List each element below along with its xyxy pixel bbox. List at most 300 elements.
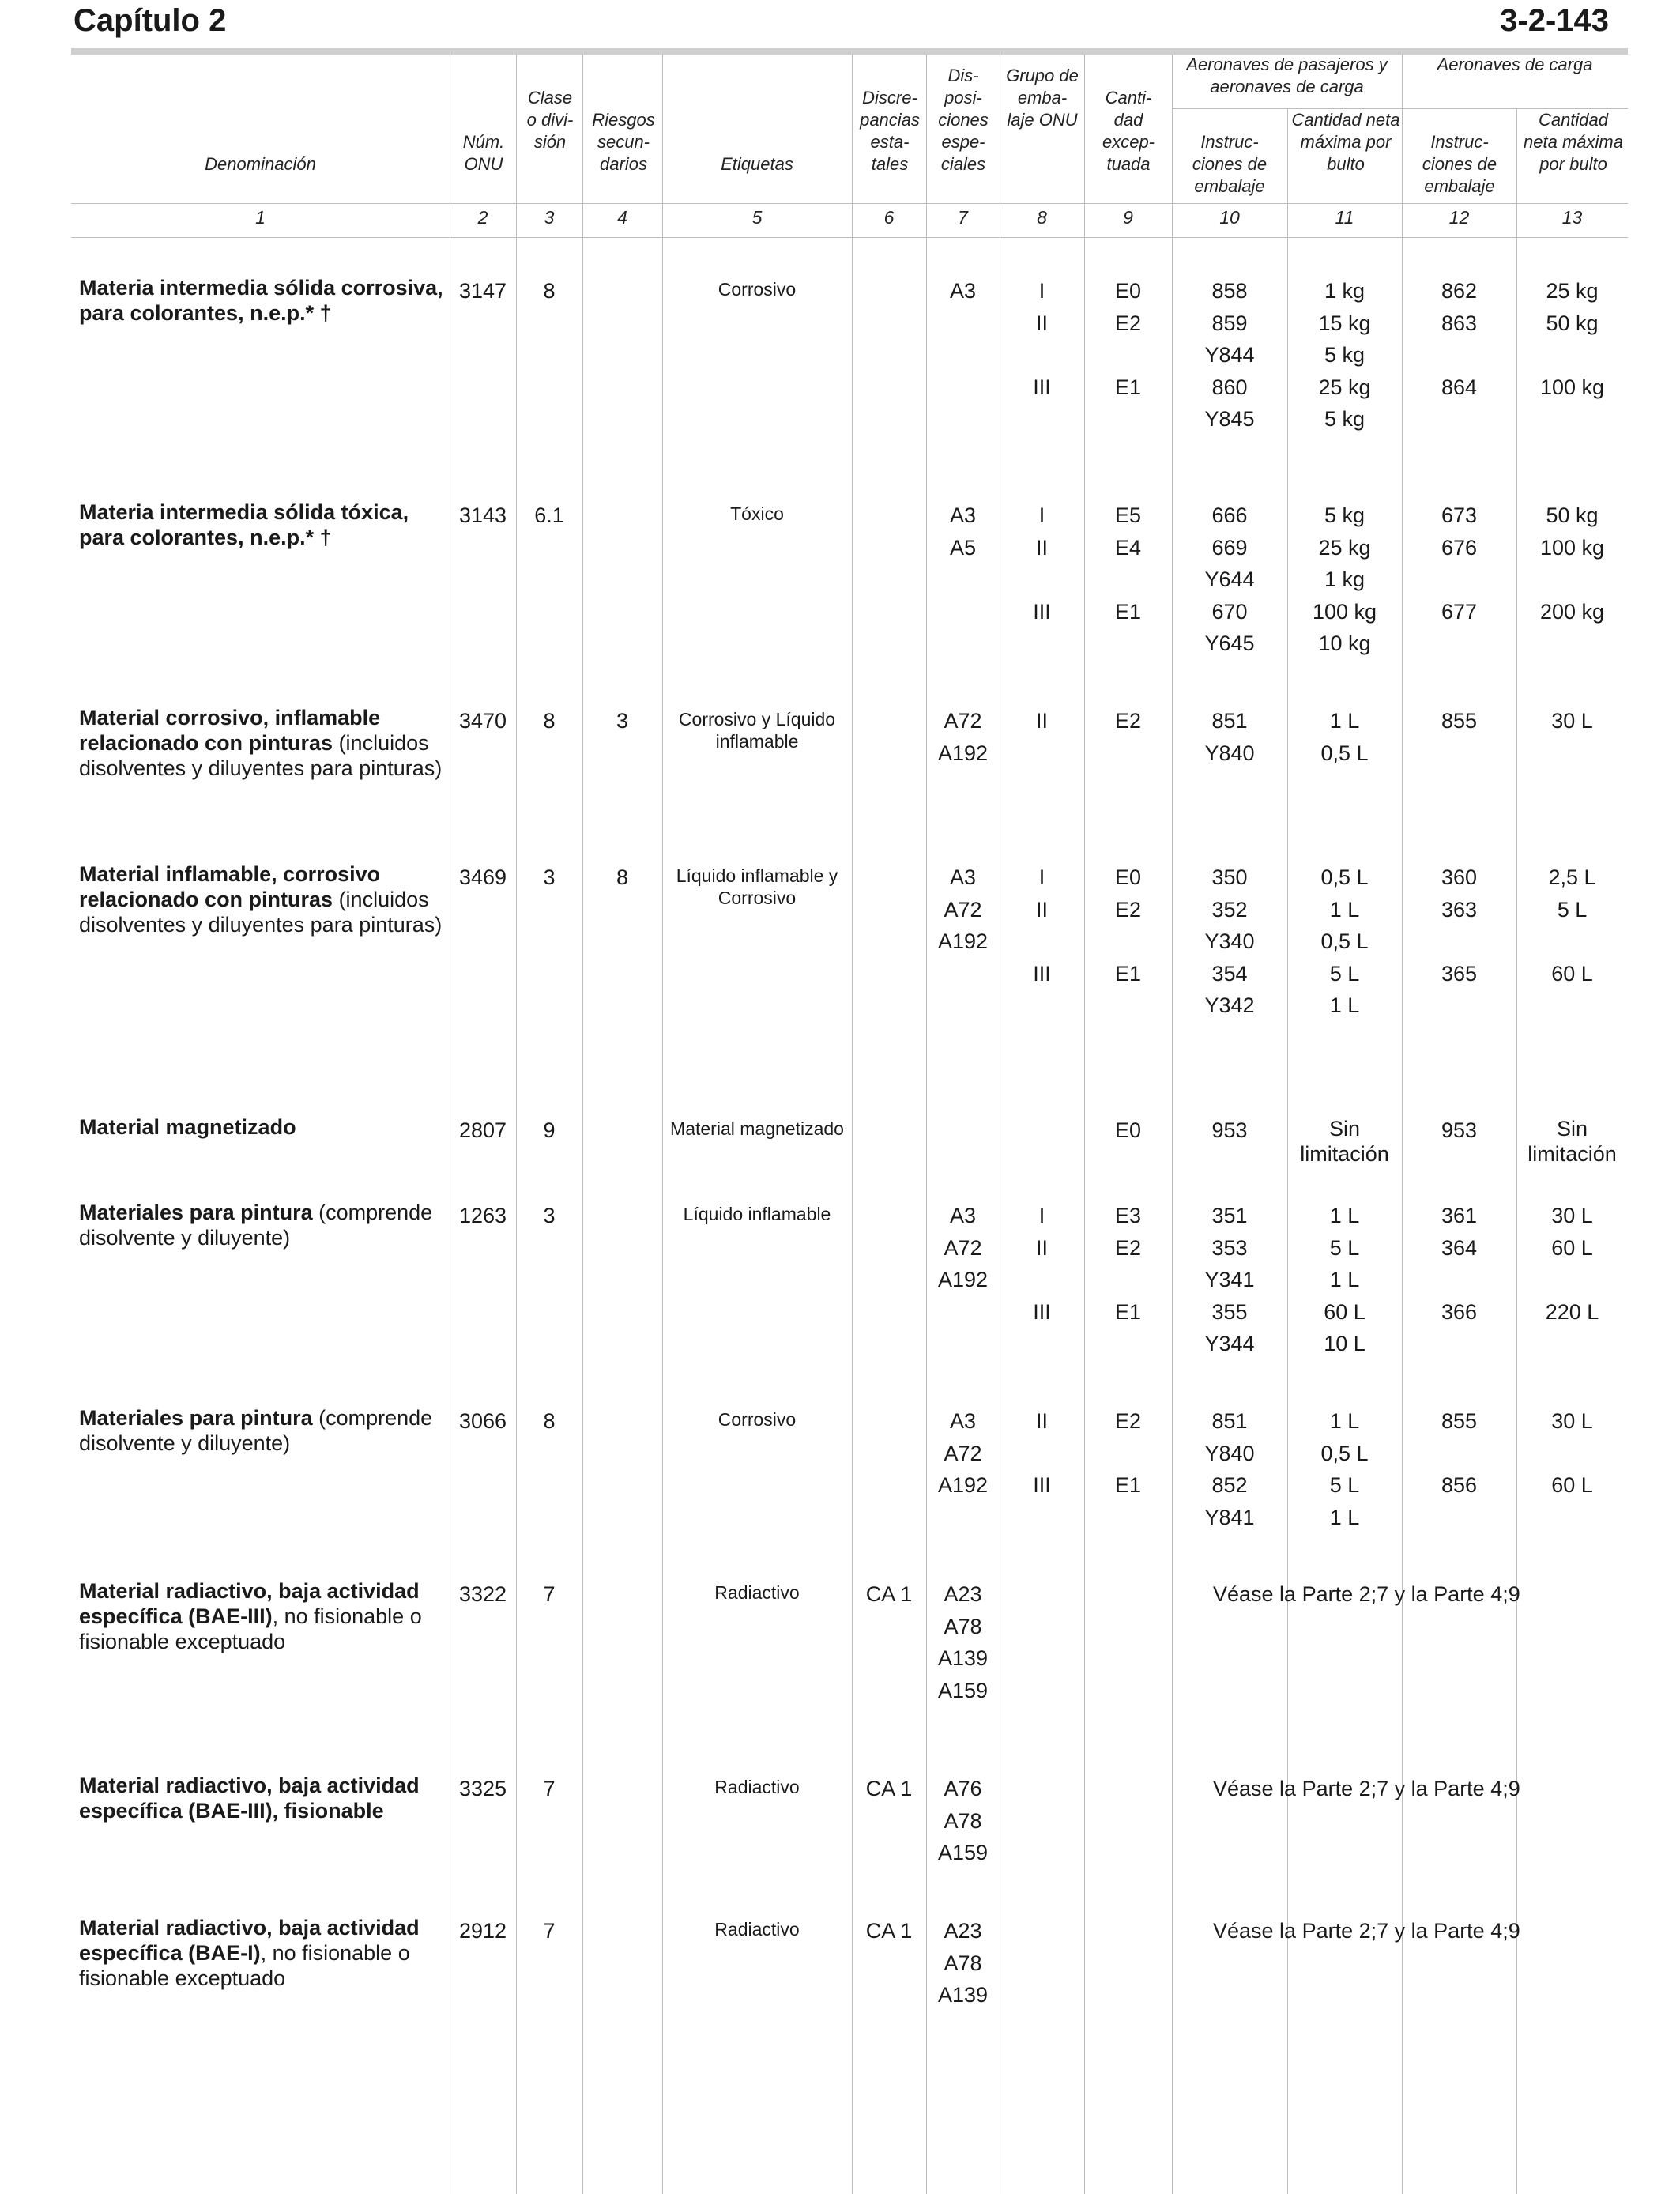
excepted-quantity: E2 — [1114, 1409, 1142, 1433]
special-provision: A78 — [944, 1951, 982, 1975]
max-quantity-passenger: 1 L — [1329, 993, 1360, 1017]
max-quantity-cargo-cell — [1516, 499, 1628, 628]
substance-name-bold: Material radiactivo, baja actividad específica (BAE-I) — [79, 1916, 420, 1965]
max-quantity-cargo-cell — [1516, 1114, 1628, 1167]
max-quantity-cargo: 100 kg — [1539, 535, 1605, 560]
substance-name — [79, 1405, 446, 1456]
packing-instruction-passenger: 953 — [1211, 1118, 1248, 1142]
header-etiquetas: Etiquetas — [721, 154, 793, 174]
column-number: 3 — [544, 207, 555, 228]
state-variation: CA 1 — [865, 1777, 913, 1800]
max-quantity-passenger: Sin limitación — [1300, 1117, 1389, 1166]
state-variation: CA 1 — [865, 1919, 913, 1943]
hazard-class: 3 — [543, 1204, 556, 1227]
label-cell: Radiactivo — [714, 1919, 800, 1940]
header-disposiciones: Dis- posi- ciones espe- ciales — [938, 66, 989, 174]
special-provision: A3 — [949, 1409, 977, 1433]
packing-group: II — [1035, 897, 1048, 922]
packing-instruction-passenger: Y342 — [1204, 993, 1255, 1017]
special-provision: A192 — [937, 929, 989, 953]
special-provision: A3 — [949, 503, 977, 527]
excepted-quantity-cell — [1084, 1405, 1172, 1502]
hazard-class: 7 — [543, 1582, 556, 1606]
substance-name-bold: Material radiactivo, baja actividad específica (BAE-III), fisionable — [79, 1774, 420, 1823]
packing-instruction-cargo: 855 — [1441, 709, 1478, 733]
packing-instruction-passenger: 858 — [1211, 279, 1248, 303]
max-quantity-passenger: 0,5 L — [1320, 929, 1369, 953]
max-quantity-cargo-cell — [1516, 1200, 1628, 1328]
packing-instruction-passenger-cell — [1172, 1200, 1287, 1360]
label-cell: Radiactivo — [714, 1582, 800, 1603]
max-quantity-cargo: 60 L — [1551, 1235, 1593, 1260]
packing-instruction-passenger: 851 — [1211, 709, 1248, 733]
max-quantity-passenger: 0,5 L — [1320, 865, 1369, 889]
un-number: 1263 — [458, 1204, 507, 1227]
special-provision: A139 — [937, 1983, 989, 2007]
substance-name-bold: Materiales para pintura — [79, 1406, 313, 1430]
column-number: 7 — [958, 207, 968, 228]
packing-instruction-passenger: Y840 — [1204, 741, 1255, 765]
packing-instruction-cargo-cell — [1402, 1200, 1516, 1328]
substance-name-bold: Material inflamable, corrosivo relacionado con pinturas — [79, 862, 381, 911]
special-provision: A23 — [944, 1582, 982, 1606]
max-quantity-passenger: 5 kg — [1324, 407, 1365, 431]
excepted-quantity-cell — [1084, 1114, 1172, 1147]
excepted-quantity — [1084, 339, 1172, 371]
packing-group: II — [1035, 1235, 1048, 1260]
packing-instruction-cargo: 677 — [1441, 599, 1478, 624]
excepted-quantity: E0 — [1114, 1118, 1142, 1142]
substance-name — [79, 1773, 446, 1823]
special-provision-cell — [926, 499, 1000, 564]
packing-group: I — [1038, 279, 1045, 303]
column-divider — [852, 55, 853, 2194]
column-divider — [926, 55, 927, 2194]
substance-name — [79, 499, 446, 550]
column-numbers-rule — [71, 237, 1628, 238]
header-cantidad: Canti- dad excep- tuada — [1102, 88, 1155, 174]
excepted-quantity: E2 — [1114, 709, 1142, 733]
header-cantidad-carga: Cantidad neta máxima por bulto — [1524, 110, 1623, 174]
see-reference: Véase la Parte 2;7 y la Parte 4;9 — [1213, 1582, 1520, 1606]
max-quantity-cargo — [1516, 1264, 1628, 1296]
column-number: 8 — [1037, 207, 1047, 228]
column-number: 5 — [751, 207, 763, 228]
label-cell: Corrosivo y Líquido inflamable — [678, 709, 836, 752]
max-quantity-passenger: 1 L — [1329, 1409, 1360, 1433]
packing-group-cell — [1000, 499, 1084, 628]
max-quantity-passenger: 5 L — [1329, 961, 1360, 986]
excepted-quantity: E0 — [1114, 279, 1142, 303]
packing-group: I — [1038, 1204, 1045, 1227]
packing-group-cell — [1000, 705, 1084, 737]
header-rule-bottom — [71, 203, 1628, 204]
secondary-risk: 8 — [616, 865, 629, 889]
packing-instruction-passenger-cell — [1172, 861, 1287, 1022]
substance-name-detail: , no fisionable o fisionable exceptuado — [79, 1941, 410, 1990]
packing-group-cell — [1000, 275, 1084, 403]
packing-instruction-passenger: Y341 — [1204, 1268, 1255, 1291]
packing-instruction-passenger: Y841 — [1204, 1505, 1255, 1529]
packing-instruction-cargo: 364 — [1441, 1235, 1478, 1260]
excepted-quantity: E0 — [1114, 865, 1142, 889]
excepted-quantity: E4 — [1114, 535, 1142, 560]
special-provision-cell — [926, 275, 1000, 307]
packing-instruction-cargo: 855 — [1441, 1409, 1478, 1433]
label-cell: Corrosivo — [718, 1409, 797, 1430]
column-number: 9 — [1123, 207, 1133, 228]
max-quantity-cargo: 200 kg — [1539, 599, 1605, 624]
excepted-quantity: E1 — [1114, 961, 1142, 986]
max-quantity-cargo: 50 kg — [1546, 311, 1599, 335]
packing-instruction-cargo: 864 — [1441, 375, 1478, 399]
max-quantity-passenger: 1 L — [1329, 897, 1360, 922]
max-quantity-cargo — [1516, 564, 1628, 596]
max-quantity-passenger-cell — [1287, 499, 1402, 660]
max-quantity-cargo: 60 L — [1551, 961, 1593, 986]
special-provision: A3 — [949, 279, 977, 303]
column-number: 10 — [1219, 207, 1240, 228]
max-quantity-cargo: 5 L — [1557, 897, 1588, 922]
substance-name-bold: Material corrosivo, inflamable relacionado con pinturas — [79, 706, 381, 755]
special-provision: A76 — [944, 1777, 982, 1800]
packing-instruction-passenger: 669 — [1211, 535, 1248, 560]
packing-instruction-cargo: 366 — [1441, 1299, 1478, 1324]
packing-instruction-passenger: Y340 — [1204, 929, 1255, 953]
substance-name — [79, 1915, 446, 1991]
packing-instruction-cargo-cell — [1402, 861, 1516, 990]
special-provision: A72 — [944, 1441, 982, 1465]
packing-group: II — [1035, 311, 1048, 335]
packing-instruction-cargo: 363 — [1441, 897, 1478, 922]
packing-instruction-passenger-cell — [1172, 499, 1287, 660]
max-quantity-cargo-cell — [1516, 275, 1628, 403]
max-quantity-cargo: 30 L — [1551, 1204, 1593, 1227]
max-quantity-cargo-cell — [1516, 1405, 1628, 1502]
packing-instruction-cargo-cell — [1402, 275, 1516, 403]
substance-name-detail: (incluidos disolventes y diluyentes para pinturas) — [79, 888, 443, 937]
header-denominacion: Denominación — [205, 154, 316, 174]
packing-instruction-passenger: Y840 — [1204, 1441, 1255, 1465]
column-number: 13 — [1561, 207, 1583, 228]
special-provision-cell — [926, 1915, 1000, 2011]
special-provision-cell — [926, 1773, 1000, 1869]
packing-instruction-passenger: 352 — [1211, 897, 1248, 922]
un-number: 3325 — [458, 1777, 507, 1800]
un-number: 3322 — [458, 1582, 507, 1606]
packing-instruction-passenger: 859 — [1211, 311, 1248, 335]
hazard-class: 9 — [543, 1118, 556, 1142]
label-cell: Líquido inflamable — [683, 1204, 831, 1224]
header-instrucciones-pasajeros: Instruc- ciones de embalaje — [1192, 132, 1268, 196]
special-provision-cell — [926, 1200, 1000, 1296]
packing-group: II — [1035, 1409, 1048, 1433]
special-provision: A192 — [937, 1473, 989, 1497]
excepted-quantity-cell — [1084, 275, 1172, 403]
packing-group — [1000, 925, 1084, 958]
max-quantity-cargo — [1516, 339, 1628, 371]
max-quantity-passenger: 5 kg — [1324, 343, 1365, 367]
packing-instruction-passenger: Y844 — [1204, 343, 1255, 367]
packing-instruction-cargo: 676 — [1441, 535, 1478, 560]
column-divider — [582, 55, 583, 2194]
state-variation: CA 1 — [865, 1582, 913, 1606]
excepted-quantity: E2 — [1114, 897, 1142, 922]
substance-name-bold: Material magnetizado — [79, 1115, 296, 1139]
substance-name-detail: (incluidos disolventes y diluyentes para pinturas) — [79, 731, 443, 780]
packing-group: III — [1033, 599, 1051, 624]
un-number: 3469 — [458, 865, 507, 889]
packing-instruction-passenger-cell — [1172, 275, 1287, 435]
packing-instruction-passenger: 350 — [1211, 865, 1248, 889]
packing-group — [1000, 339, 1084, 371]
packing-group: III — [1033, 1299, 1051, 1324]
packing-instruction-passenger: 670 — [1211, 599, 1248, 624]
max-quantity-passenger: 15 kg — [1318, 311, 1371, 335]
max-quantity-cargo: 100 kg — [1539, 375, 1605, 399]
column-divider — [662, 55, 663, 2194]
packing-instruction-cargo: 361 — [1441, 1204, 1478, 1227]
packing-group: II — [1035, 709, 1048, 733]
secondary-risk: 3 — [616, 709, 629, 733]
excepted-quantity-cell — [1084, 1200, 1172, 1328]
special-provision: A159 — [937, 1841, 989, 1864]
packing-instruction-cargo-cell — [1402, 705, 1516, 737]
max-quantity-cargo: 2,5 L — [1548, 865, 1596, 889]
header-instrucciones-carga: Instruc- ciones de embalaje — [1422, 132, 1497, 196]
max-quantity-cargo: Sin limitación — [1527, 1117, 1617, 1166]
header-pasajeros: Aeronaves de pasajeros y aeronaves de carga — [1186, 55, 1388, 96]
excepted-quantity — [1084, 925, 1172, 958]
max-quantity-passenger-cell — [1287, 1114, 1402, 1167]
special-provision: A3 — [949, 1204, 977, 1227]
excepted-quantity: E5 — [1114, 503, 1142, 527]
column-number: 2 — [477, 207, 488, 228]
packing-group: II — [1035, 535, 1048, 560]
max-quantity-passenger: 1 L — [1329, 1204, 1360, 1227]
max-quantity-passenger: 10 L — [1324, 1332, 1365, 1355]
excepted-quantity — [1084, 564, 1172, 596]
packing-instruction-passenger: Y845 — [1204, 407, 1255, 431]
substance-name-detail: (comprende disolvente y diluyente) — [79, 1406, 433, 1455]
excepted-quantity — [1084, 1438, 1172, 1470]
max-quantity-cargo — [1516, 925, 1628, 958]
packing-instruction-passenger: 852 — [1211, 1473, 1248, 1497]
max-quantity-passenger: 0,5 L — [1320, 1441, 1369, 1465]
see-reference: Véase la Parte 2;7 y la Parte 4;9 — [1213, 1777, 1520, 1800]
column-number: 6 — [883, 207, 895, 228]
packing-instruction-passenger-cell — [1172, 1405, 1287, 1533]
special-provision: A159 — [937, 1678, 989, 1702]
un-number: 2912 — [458, 1919, 507, 1943]
page-number: 3-2-143 — [1500, 3, 1609, 38]
header-cantidad-pasajeros: Cantidad neta máxima por bulto — [1291, 110, 1400, 174]
hazard-class: 8 — [543, 279, 556, 303]
header-clase: Clase o divi- sión — [526, 88, 574, 152]
max-quantity-passenger: 1 kg — [1324, 279, 1365, 303]
max-quantity-passenger: 60 L — [1324, 1299, 1365, 1324]
packing-instruction-cargo: 862 — [1441, 279, 1478, 303]
label-cell: Tóxico — [730, 503, 784, 524]
special-provision-cell — [926, 861, 1000, 958]
special-provision: A72 — [944, 709, 982, 733]
max-quantity-passenger: 1 L — [1329, 1268, 1360, 1291]
max-quantity-cargo: 25 kg — [1546, 279, 1599, 303]
max-quantity-cargo-cell — [1516, 861, 1628, 990]
un-number: 3066 — [458, 1409, 507, 1433]
header-discrepancias: Discre- pancias esta- tales — [860, 88, 920, 174]
column-number: 1 — [255, 207, 266, 228]
hazard-class: 8 — [543, 709, 556, 733]
substance-name — [79, 705, 446, 781]
packing-instruction-passenger: Y645 — [1204, 631, 1255, 655]
max-quantity-passenger-cell — [1287, 1200, 1402, 1360]
max-quantity-cargo: 60 L — [1551, 1473, 1593, 1497]
max-quantity-cargo: 50 kg — [1546, 503, 1599, 527]
excepted-quantity: E1 — [1114, 375, 1142, 399]
max-quantity-passenger: 1 L — [1329, 709, 1360, 733]
packing-instruction-cargo-cell — [1402, 1405, 1516, 1502]
max-quantity-passenger-cell — [1287, 1405, 1402, 1533]
packing-instruction-cargo-cell — [1402, 499, 1516, 628]
see-reference: Véase la Parte 2;7 y la Parte 4;9 — [1213, 1919, 1520, 1943]
hazard-class: 8 — [543, 1409, 556, 1433]
un-number: 3143 — [458, 503, 507, 527]
excepted-quantity-cell — [1084, 861, 1172, 990]
excepted-quantity-cell — [1084, 499, 1172, 628]
max-quantity-passenger: 0,5 L — [1320, 741, 1369, 765]
max-quantity-cargo-cell — [1516, 705, 1628, 737]
packing-group-cell — [1000, 861, 1084, 990]
packing-group: III — [1033, 375, 1051, 399]
special-provision: A192 — [937, 741, 989, 765]
substance-name — [79, 1578, 446, 1654]
hazard-class: 6.1 — [534, 503, 564, 527]
excepted-quantity: E3 — [1114, 1204, 1142, 1227]
special-provision: A5 — [949, 535, 977, 560]
label-cell: Corrosivo — [718, 279, 797, 300]
packing-instruction-passenger: 851 — [1211, 1409, 1248, 1433]
packing-group: I — [1038, 503, 1045, 527]
column-number: 11 — [1335, 207, 1354, 228]
column-number: 4 — [617, 207, 627, 228]
packing-group — [1000, 1264, 1084, 1296]
packing-instruction-passenger: Y644 — [1204, 567, 1255, 591]
header-riesgos: Riesgos secun- darios — [592, 110, 655, 174]
packing-group — [1000, 564, 1084, 596]
packing-instruction-passenger: Y344 — [1204, 1332, 1255, 1355]
substance-name-bold: Material radiactivo, baja actividad específica (BAE-III) — [79, 1579, 420, 1628]
max-quantity-cargo: 30 L — [1551, 709, 1593, 733]
max-quantity-cargo — [1516, 1438, 1628, 1470]
excepted-quantity: E1 — [1114, 599, 1142, 624]
label-cell: Líquido inflamable y Corrosivo — [676, 865, 838, 908]
max-quantity-passenger: 5 L — [1329, 1235, 1360, 1260]
un-number: 3147 — [458, 279, 507, 303]
special-provision: A78 — [944, 1808, 982, 1833]
max-quantity-passenger-cell — [1287, 861, 1402, 1022]
packing-instruction-cargo-cell — [1402, 1114, 1516, 1147]
packing-instruction-cargo: 856 — [1441, 1473, 1478, 1497]
special-provision-cell — [926, 1405, 1000, 1502]
substance-name — [79, 1114, 446, 1140]
max-quantity-passenger: 100 kg — [1312, 599, 1377, 624]
packing-instruction-passenger: 860 — [1211, 375, 1248, 399]
max-quantity-passenger-cell — [1287, 275, 1402, 435]
excepted-quantity-cell — [1084, 705, 1172, 737]
packing-instruction-passenger: 666 — [1211, 503, 1248, 527]
packing-instruction-passenger: 353 — [1211, 1235, 1248, 1260]
column-number: 12 — [1448, 207, 1470, 228]
special-provision: A139 — [937, 1646, 989, 1670]
packing-instruction-passenger: 351 — [1211, 1204, 1248, 1227]
substance-name — [79, 861, 446, 937]
packing-group: III — [1033, 1473, 1051, 1497]
un-number: 2807 — [458, 1118, 507, 1142]
max-quantity-passenger: 25 kg — [1318, 375, 1371, 399]
un-number: 3470 — [458, 709, 507, 733]
packing-instruction-cargo: 360 — [1441, 865, 1478, 889]
packing-instruction-cargo: 673 — [1441, 503, 1478, 527]
packing-group: III — [1033, 961, 1051, 986]
special-provision: A72 — [944, 1235, 982, 1260]
special-provision-cell — [926, 705, 1000, 769]
substance-name-bold: Materia intermedia sólida tóxica, para colorantes, n.e.p.* † — [79, 500, 409, 549]
excepted-quantity: E2 — [1114, 311, 1142, 335]
max-quantity-passenger: 10 kg — [1318, 631, 1371, 655]
packing-instruction-passenger: 354 — [1211, 961, 1248, 986]
max-quantity-cargo: 220 L — [1545, 1299, 1599, 1324]
packing-instruction-cargo — [1402, 339, 1516, 371]
packing-group — [1000, 1438, 1084, 1470]
special-provision: A192 — [937, 1268, 989, 1291]
label-cell: Material magnetizado — [670, 1118, 844, 1139]
packing-instruction-cargo: 365 — [1441, 961, 1478, 986]
packing-instruction-cargo: 863 — [1441, 311, 1478, 335]
substance-name-bold: Materia intermedia sólida corrosiva, para colorantes, n.e.p.* † — [79, 276, 443, 325]
excepted-quantity: E1 — [1114, 1473, 1142, 1497]
hazard-class: 7 — [543, 1777, 556, 1800]
packing-group: I — [1038, 865, 1045, 889]
excepted-quantity: E2 — [1114, 1235, 1142, 1260]
max-quantity-passenger: 25 kg — [1318, 535, 1371, 560]
max-quantity-cargo: 30 L — [1551, 1409, 1593, 1433]
header-onu: Núm. ONU — [462, 132, 505, 174]
special-provision: A78 — [944, 1614, 982, 1638]
packing-instruction-passenger-cell — [1172, 705, 1287, 769]
chapter-title: Capítulo 2 — [73, 3, 227, 38]
special-provision: A72 — [944, 897, 982, 922]
packing-instruction-cargo — [1402, 1264, 1516, 1296]
packing-group-cell — [1000, 1200, 1084, 1328]
special-provision: A3 — [949, 865, 977, 889]
max-quantity-passenger: 5 kg — [1324, 503, 1365, 527]
packing-instruction-cargo: 953 — [1441, 1118, 1478, 1142]
substance-name — [79, 275, 446, 326]
substance-name-detail: (comprende disolvente y diluyente) — [79, 1201, 433, 1250]
packing-instruction-passenger: 355 — [1211, 1299, 1248, 1324]
max-quantity-passenger: 1 L — [1329, 1505, 1360, 1529]
substance-name-detail: , no fisionable o fisionable exceptuado — [79, 1604, 422, 1653]
packing-instruction-cargo — [1402, 925, 1516, 958]
packing-instruction-cargo — [1402, 564, 1516, 596]
packing-instruction-passenger-cell — [1172, 1114, 1287, 1147]
packing-group-cell — [1000, 1405, 1084, 1502]
excepted-quantity: E1 — [1114, 1299, 1142, 1324]
special-provision-cell — [926, 1578, 1000, 1706]
substance-name — [79, 1200, 446, 1250]
max-quantity-passenger: 5 L — [1329, 1473, 1360, 1497]
